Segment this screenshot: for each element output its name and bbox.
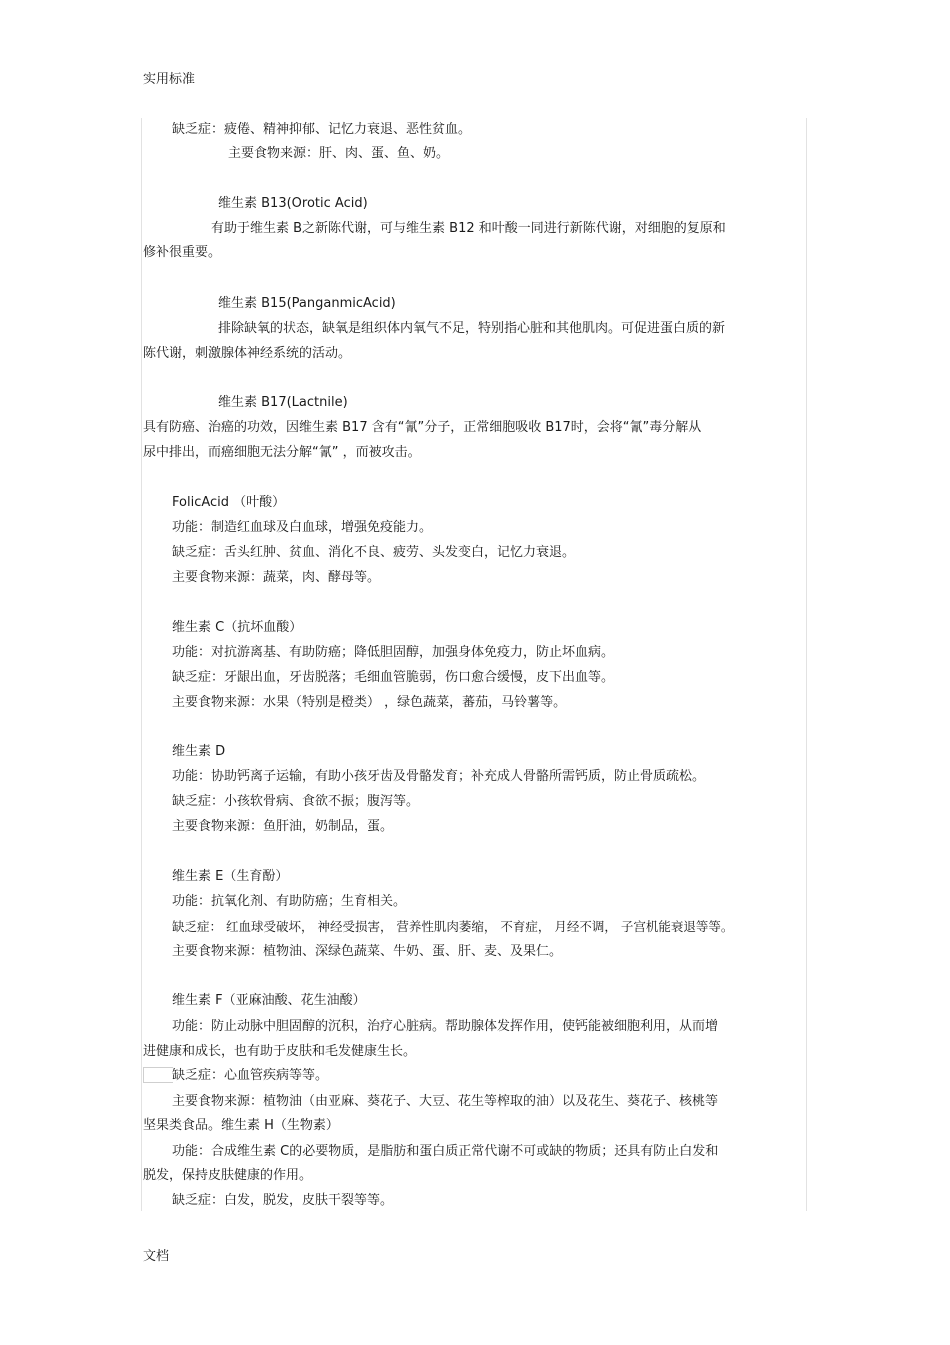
text-line: 功能：对抗游离基、有助防癌；降低胆固醇，加强身体免疫力，防止坏血病。 <box>172 645 615 660</box>
text-line: 坚果类食品。维生素 H（生物素） <box>143 1118 339 1133</box>
page-header: 实用标准 <box>143 72 196 87</box>
text-line: 功能：防止动脉中胆固醇的沉积，治疗心脏病。帮助腺体发挥作用，使钙能被细胞利用，从而增 <box>172 1019 719 1034</box>
text-line: 功能：制造红血球及白血球，增强免疫能力。 <box>172 520 433 535</box>
text-line: 功能：协助钙离子运输，有助小孩牙齿及骨骼发育；补充成人骨骼所需钙质，防止骨质疏松。 <box>172 769 706 784</box>
section-heading-b15: 维生素 B15(PanganmicAcid) <box>218 296 396 311</box>
section-heading-vitamin-c: 维生素 C（抗坏血酸） <box>172 620 303 635</box>
text-line: 主要食物来源：水果（特别是橙类） ，绿色蔬菜，蕃茄，马铃薯等。 <box>172 695 567 710</box>
section-heading-vitamin-f: 维生素 F（亚麻油酸、花生油酸） <box>172 993 366 1008</box>
text-line: 主要食物来源：肝、肉、蛋、鱼、奶。 <box>228 146 450 161</box>
content-frame-left-border <box>141 118 142 1211</box>
text-line: 脱发，保持皮肤健康的作用。 <box>143 1168 313 1183</box>
section-heading-vitamin-e: 维生素 E（生育酚） <box>172 869 289 884</box>
text-line: 主要食物来源：植物油（由亚麻、葵花子、大豆、花生等榨取的油）以及花生、葵花子、核桃等 <box>172 1094 719 1109</box>
section-heading-vitamin-d: 维生素 D <box>172 744 226 759</box>
text-line: 缺乏症：疲倦、精神抑郁、记忆力衰退、恶性贫血。 <box>172 122 472 137</box>
page-footer: 文档 <box>143 1249 170 1264</box>
text-line: 缺乏症： 红血球受破坏， 神经受损害， 营养性肌肉萎缩， 不育症， 月经不调， 子宫机能衰退等等。 <box>172 919 734 934</box>
section-heading-b13: 维生素 B13(Orotic Acid) <box>218 196 368 211</box>
text-line: 排除缺氧的状态，缺氧是组织体内氧气不足，特别指心脏和其他肌肉。可促进蛋白质的新 <box>218 321 726 336</box>
text-line: 陈代谢，刺激腺体神经系统的活动。 <box>143 346 352 361</box>
table-cell-border-fragment <box>143 1067 173 1083</box>
text-line: 修补很重要。 <box>143 245 222 260</box>
text-line: 功能：合成维生素 C的必要物质，是脂肪和蛋白质正常代谢不可或缺的物质；还具有防止白发和 <box>172 1144 719 1159</box>
text-line: 缺乏症：小孩软骨病、食欲不振；腹泻等。 <box>172 794 420 809</box>
text-line: 功能：抗氧化剂、有助防癌；生育相关。 <box>172 894 407 909</box>
text-line: 缺乏症：心血管疾病等等。 <box>172 1068 329 1083</box>
text-line: 尿中排出，而癌细胞无法分解“氰” ，而被攻击。 <box>143 445 421 460</box>
text-line: 主要食物来源：鱼肝油，奶制品，蛋。 <box>172 819 394 834</box>
text-line: 主要食物来源：蔬菜，肉、酵母等。 <box>172 570 381 585</box>
section-heading-b17: 维生素 B17(Lactnile) <box>218 395 348 410</box>
content-frame-right-border <box>806 118 807 1211</box>
text-line: 具有防癌、治癌的功效，因维生素 B17 含有“氰”分子，正常细胞吸收 B17时，会将“氰”毒分解从 <box>143 420 702 435</box>
text-line: 进健康和成长，也有助于皮肤和毛发健康生长。 <box>143 1044 417 1059</box>
text-line: 缺乏症：白发，脱发，皮肤干裂等等。 <box>172 1193 394 1208</box>
text-line: 主要食物来源：植物油、深绿色蔬菜、牛奶、蛋、肝、麦、及果仁。 <box>172 944 563 959</box>
section-heading-folic-acid: FolicAcid （叶酸） <box>172 495 286 510</box>
text-line: 有助于维生素 B之新陈代谢，可与维生素 B12 和叶酸一同进行新陈代谢，对细胞的复原和 <box>211 221 726 236</box>
text-line: 缺乏症：舌头红肿、贫血、消化不良、疲劳、头发变白，记忆力衰退。 <box>172 545 576 560</box>
text-line: 缺乏症：牙龈出血，牙齿脱落；毛细血管脆弱，伤口愈合缓慢，皮下出血等。 <box>172 670 615 685</box>
